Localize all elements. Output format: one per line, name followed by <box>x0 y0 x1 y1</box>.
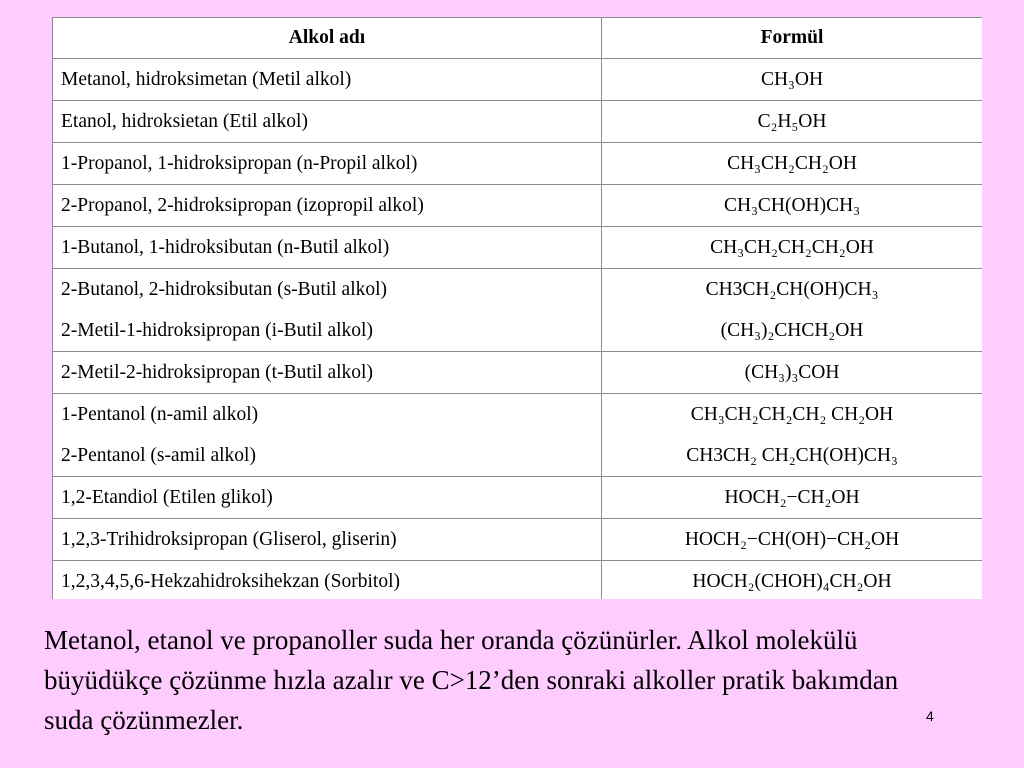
header-formula: Formül <box>602 18 983 59</box>
formula-cell: HOCH₂(CHOH)₄CH₂OH <box>602 561 983 600</box>
table-row <box>53 185 983 227</box>
formula-cell <box>602 394 983 477</box>
alcohol-name-line: 1-Pentanol (n-amil alkol) <box>61 404 259 425</box>
page-number: 4 <box>926 708 934 724</box>
table-row <box>53 394 983 477</box>
formula-line: CH₃CH₂CH₂CH₂ CH₂OH <box>690 404 894 425</box>
alcohol-name-cell: Metanol, hidroksimetan (Metil alkol) <box>53 59 602 101</box>
table-row <box>53 59 983 101</box>
formula-cell <box>602 269 983 352</box>
formula-cell: (CH₃)₃COH <box>602 352 983 394</box>
explanation-paragraph: Metanol, etanol ve propanoller suda her oranda çözünürler. Alkol molekülü büyüdükçe çözünme hızla azalır ve C>12’den sonraki alkoller pratik bakımdan suda çözünmezler. <box>44 625 899 735</box>
formula-cell: HOCH₂−CH(OH)−CH₂OH <box>602 519 983 561</box>
alcohol-name-line: 2-Metil-1-hidroksipropan (i-Butil alkol) <box>61 320 373 341</box>
formula-cell: C₂H₅OH <box>602 101 983 143</box>
table-row <box>53 269 983 352</box>
alcohol-name-cell: 2-Metil-2-hidroksipropan (t-Butil alkol) <box>53 352 602 394</box>
formula-cell: HOCH₂−CH₂OH <box>602 477 983 519</box>
table-row <box>53 352 983 394</box>
alcohol-name-cell: 1,2,3,4,5,6-Hekzahidroksihekzan (Sorbitol) <box>53 561 602 600</box>
formula-line: CH3CH₂CH(OH)CH₃ <box>705 279 879 300</box>
table-row <box>53 519 983 561</box>
table-row <box>53 143 983 185</box>
alcohol-name-line: 2-Butanol, 2-hidroksibutan (s-Butil alkol) <box>61 279 388 300</box>
formula-line: CH3CH₂ CH₂CH(OH)CH₃ <box>686 445 898 466</box>
formula-cell: CH₃CH(OH)CH₃ <box>602 185 983 227</box>
alcohol-table-container <box>52 17 982 599</box>
table-header-row <box>53 18 983 59</box>
alcohol-name-cell: Etanol, hidroksietan (Etil alkol) <box>53 101 602 143</box>
alcohol-name-cell: 1-Butanol, 1-hidroksibutan (n-Butil alkol) <box>53 227 602 269</box>
alcohol-name-cell: 1,2-Etandiol (Etilen glikol) <box>53 477 602 519</box>
formula-line: (CH₃)₂CHCH₂OH <box>720 320 864 341</box>
table-row <box>53 227 983 269</box>
alcohol-name-cell: 1,2,3-Trihidroksipropan (Gliserol, gliserin) <box>53 519 602 561</box>
table-row <box>53 477 983 519</box>
alcohol-name-cell <box>53 394 602 477</box>
alcohol-name-cell: 2-Propanol, 2-hidroksipropan (izopropil alkol) <box>53 185 602 227</box>
table-row <box>53 561 983 600</box>
formula-cell: CH₃CH₂CH₂OH <box>602 143 983 185</box>
table-row <box>53 101 983 143</box>
alcohol-name-cell <box>53 269 602 352</box>
alcohol-name-line: 2-Pentanol (s-amil alkol) <box>61 445 256 466</box>
alcohol-table <box>52 17 982 599</box>
header-alcohol-name: Alkol adı <box>53 18 602 59</box>
formula-cell: CH₃CH₂CH₂CH₂OH <box>602 227 983 269</box>
formula-cell: CH₃OH <box>602 59 983 101</box>
alcohol-name-cell: 1-Propanol, 1-hidroksipropan (n-Propil alkol) <box>53 143 602 185</box>
